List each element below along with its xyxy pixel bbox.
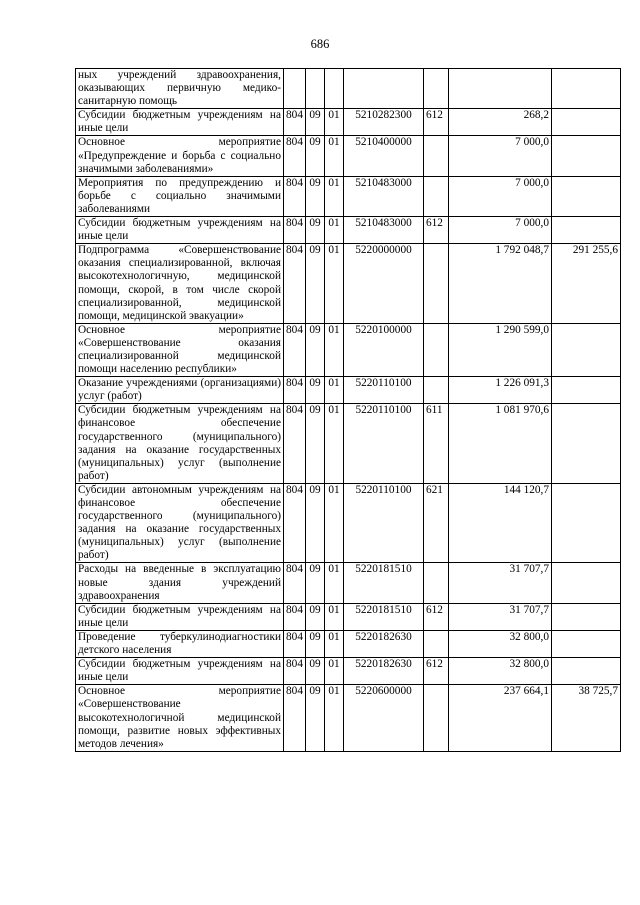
- cell-amount: 32 800,0: [449, 630, 552, 657]
- cell-name: Расходы на введенные в эксплуатацию новые здания учреждений здравоохранения: [76, 563, 284, 603]
- cell-amount: 237 664,1: [449, 685, 552, 751]
- table-row: [76, 404, 621, 484]
- cell-amount: 144 120,7: [449, 483, 552, 563]
- cell-subsection-code: 01: [325, 176, 344, 216]
- table-row: [76, 603, 621, 630]
- cell-name: Мероприятия по предупреждению и борьбе с социально значимыми заболеваниями: [76, 176, 284, 216]
- cell-name: Субсидии бюджетным учреждениям на иные цели: [76, 603, 284, 630]
- cell-ministry-code: 804: [284, 563, 306, 603]
- cell-amount: 268,2: [449, 109, 552, 136]
- cell-expense-type: 621: [424, 483, 449, 563]
- cell-amount-extra: [552, 377, 621, 404]
- cell-target-article: 5220181510: [344, 603, 424, 630]
- cell-amount-extra: 291 255,6: [552, 244, 621, 324]
- cell-subsection-code: 01: [325, 217, 344, 244]
- cell-ministry-code: 804: [284, 109, 306, 136]
- cell-target-article: 5220600000: [344, 685, 424, 751]
- cell-section-code: 09: [306, 603, 325, 630]
- cell-expense-type: [424, 323, 449, 376]
- cell-expense-type: [424, 136, 449, 176]
- cell-section-code: 09: [306, 563, 325, 603]
- cell-subsection-code: 01: [325, 685, 344, 751]
- cell-target-article: 5210400000: [344, 136, 424, 176]
- cell-subsection-code: 01: [325, 244, 344, 324]
- cell-name: Оказание учреждениями (организациями) услуг (работ): [76, 377, 284, 404]
- cell-amount: 7 000,0: [449, 176, 552, 216]
- table-row: [76, 377, 621, 404]
- cell-section-code: 09: [306, 109, 325, 136]
- cell-name: Субсидии бюджетным учреждениям на иные цели: [76, 217, 284, 244]
- cell-amount-extra: [552, 69, 621, 109]
- table-row: [76, 658, 621, 685]
- cell-amount-extra: [552, 136, 621, 176]
- cell-ministry-code: 804: [284, 377, 306, 404]
- cell-target-article: 5220182630: [344, 630, 424, 657]
- cell-subsection-code: 01: [325, 109, 344, 136]
- cell-subsection-code: 01: [325, 136, 344, 176]
- cell-section-code: 09: [306, 136, 325, 176]
- cell-section-code: 09: [306, 658, 325, 685]
- cell-name: Проведение туберкулинодиагностики детского населения: [76, 630, 284, 657]
- cell-amount: 32 800,0: [449, 658, 552, 685]
- cell-expense-type: 612: [424, 658, 449, 685]
- cell-ministry-code: 804: [284, 323, 306, 376]
- cell-section-code: 09: [306, 244, 325, 324]
- cell-name: Подпрограмма «Совершенствование оказания специализированной, включая высокотехнологичную, медицинской помощи, скорой, в том числе скорой специализированной, медицинской помощи, медицинской эвакуации»: [76, 244, 284, 324]
- cell-ministry-code: 804: [284, 404, 306, 484]
- cell-expense-type: 612: [424, 217, 449, 244]
- cell-amount-extra: [552, 483, 621, 563]
- cell-target-article: 5220000000: [344, 244, 424, 324]
- table-row: [76, 685, 621, 751]
- cell-subsection-code: 01: [325, 323, 344, 376]
- cell-amount-extra: [552, 563, 621, 603]
- table-row: [76, 176, 621, 216]
- cell-name: Субсидии бюджетным учреждениям на иные цели: [76, 658, 284, 685]
- cell-ministry-code: 804: [284, 217, 306, 244]
- table-row: [76, 217, 621, 244]
- cell-amount-extra: [552, 323, 621, 376]
- cell-name: Основное мероприятие «Совершенствование высокотехнологичной медицинской помощи, развитие новых эффективных методов лечения»: [76, 685, 284, 751]
- cell-subsection-code: 01: [325, 404, 344, 484]
- cell-amount-extra: [552, 109, 621, 136]
- cell-ministry-code: 804: [284, 244, 306, 324]
- cell-section-code: 09: [306, 685, 325, 751]
- cell-expense-type: [424, 630, 449, 657]
- table-row: [76, 244, 621, 324]
- cell-amount: 7 000,0: [449, 136, 552, 176]
- cell-target-article: 5210282300: [344, 109, 424, 136]
- cell-amount: 7 000,0: [449, 217, 552, 244]
- page-number: 686: [310, 37, 330, 51]
- cell-subsection-code: 01: [325, 630, 344, 657]
- cell-target-article: [344, 69, 424, 109]
- cell-amount: 1 792 048,7: [449, 244, 552, 324]
- cell-name: Основное мероприятие «Предупреждение и борьба с социально значимыми заболеваниями»: [76, 136, 284, 176]
- cell-ministry-code: 804: [284, 658, 306, 685]
- cell-section-code: 09: [306, 483, 325, 563]
- cell-ministry-code: 804: [284, 603, 306, 630]
- cell-ministry-code: 804: [284, 685, 306, 751]
- table-row: [76, 630, 621, 657]
- cell-section-code: 09: [306, 176, 325, 216]
- table-row: [76, 69, 621, 109]
- cell-subsection-code: [325, 69, 344, 109]
- cell-expense-type: [424, 563, 449, 603]
- cell-subsection-code: 01: [325, 377, 344, 404]
- cell-ministry-code: 804: [284, 630, 306, 657]
- cell-ministry-code: 804: [284, 136, 306, 176]
- cell-expense-type: 612: [424, 603, 449, 630]
- cell-subsection-code: 01: [325, 563, 344, 603]
- cell-expense-type: 611: [424, 404, 449, 484]
- cell-section-code: 09: [306, 217, 325, 244]
- table-row: [76, 109, 621, 136]
- cell-target-article: 5210483000: [344, 217, 424, 244]
- cell-section-code: 09: [306, 630, 325, 657]
- cell-target-article: 5220181510: [344, 563, 424, 603]
- budget-table: [75, 68, 621, 752]
- cell-expense-type: [424, 176, 449, 216]
- cell-expense-type: [424, 685, 449, 751]
- cell-ministry-code: 804: [284, 483, 306, 563]
- cell-amount: 31 707,7: [449, 603, 552, 630]
- cell-name: Субсидии бюджетным учреждениям на иные цели: [76, 109, 284, 136]
- cell-target-article: 5220100000: [344, 323, 424, 376]
- table-row: [76, 136, 621, 176]
- cell-section-code: 09: [306, 377, 325, 404]
- cell-section-code: [306, 69, 325, 109]
- cell-name: Основное мероприятие «Совершенствование оказания специализированной медицинской помощи населению республики»: [76, 323, 284, 376]
- cell-subsection-code: 01: [325, 658, 344, 685]
- cell-amount-extra: [552, 630, 621, 657]
- cell-section-code: 09: [306, 323, 325, 376]
- cell-section-code: 09: [306, 404, 325, 484]
- cell-expense-type: [424, 69, 449, 109]
- cell-ministry-code: 804: [284, 176, 306, 216]
- cell-amount-extra: [552, 404, 621, 484]
- cell-name: ных учреждений здравоохранения, оказывающих первичную медико-санитарную помощь: [76, 69, 284, 109]
- cell-amount-extra: 38 725,7: [552, 685, 621, 751]
- cell-target-article: 5220110100: [344, 377, 424, 404]
- table-row: [76, 483, 621, 563]
- cell-subsection-code: 01: [325, 483, 344, 563]
- cell-expense-type: 612: [424, 109, 449, 136]
- table-row: [76, 323, 621, 376]
- cell-target-article: 5220110100: [344, 483, 424, 563]
- cell-amount-extra: [552, 217, 621, 244]
- cell-target-article: 5210483000: [344, 176, 424, 216]
- cell-amount: 1 226 091,3: [449, 377, 552, 404]
- cell-name: Субсидии бюджетным учреждениям на финансовое обеспечение государственного (муниципального) задания на оказание государственных (муниципальных) услуг (выполнение работ): [76, 404, 284, 484]
- cell-subsection-code: 01: [325, 603, 344, 630]
- cell-amount: 1 290 599,0: [449, 323, 552, 376]
- cell-amount-extra: [552, 603, 621, 630]
- cell-name: Субсидии автономным учреждениям на финансовое обеспечение государственного (муниципального) задания на оказание государственных (муниципальных) услуг (выполнение работ): [76, 483, 284, 563]
- cell-expense-type: [424, 244, 449, 324]
- cell-target-article: 5220110100: [344, 404, 424, 484]
- cell-amount: [449, 69, 552, 109]
- cell-amount-extra: [552, 658, 621, 685]
- cell-target-article: 5220182630: [344, 658, 424, 685]
- cell-amount-extra: [552, 176, 621, 216]
- table-row: [76, 563, 621, 603]
- cell-amount: 1 081 970,6: [449, 404, 552, 484]
- cell-ministry-code: [284, 69, 306, 109]
- cell-amount: 31 707,7: [449, 563, 552, 603]
- cell-expense-type: [424, 377, 449, 404]
